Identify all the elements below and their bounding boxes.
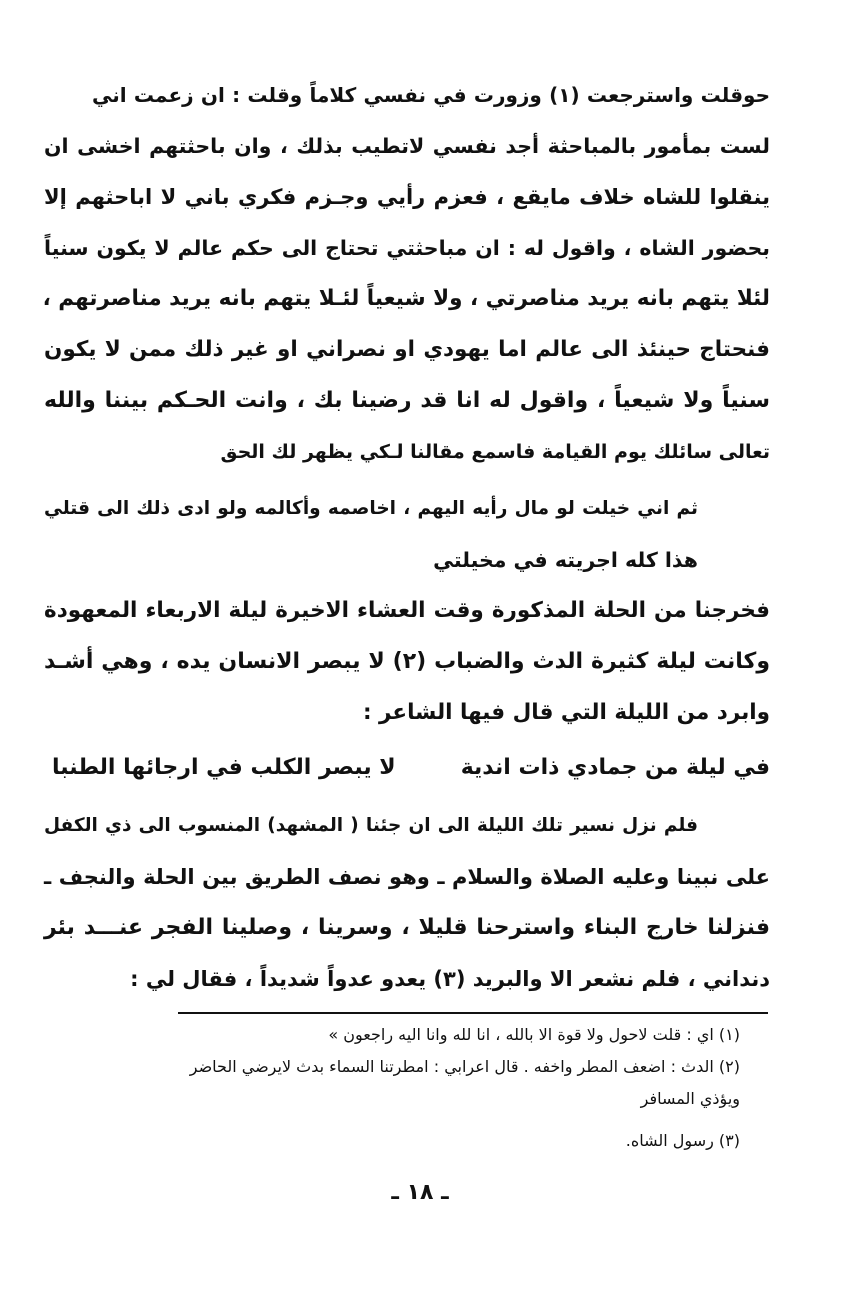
body-line-11: فخرجنا من الحلة المذكورة وقت العشاء الاخيرة ليلة الاربعاء المعهودة [44, 598, 770, 623]
body-line-1: حوقلت واسترجعت (١) وزورت في نفسي كلاماً وقلت : ان زعمت اني [92, 83, 771, 107]
body-line-10: هذا كله اجريته في مخيلتي [433, 548, 698, 572]
body-line-8: تعالى سائلك يوم القيامة فاسمع مقالنا لـكي يظهر لك الحق [220, 441, 770, 463]
body-line-15: على نبينا وعليه الصلاة والسلام ـ وهو نصف الطريق بين الحلة والنجف ـ [44, 865, 770, 889]
body-line-13: وابرد من الليلة التي قال فيها الشاعر : [362, 700, 770, 725]
footnote-3: (٣) رسول الشاه. [625, 1131, 740, 1150]
body-line-5: لئلا يتهم بانه يريد مناصرتي ، ولا شيعياً لئـلا يتهم بانه يريد مناصرتهم ، [42, 286, 770, 311]
body-line-16: فنزلنا خارج البناء واسترحنا قليلا ، وسرينا ، وصلينا الفجر عنـــد بئر [44, 915, 770, 940]
footnote-1: (١) اي : قلت لاحول ولا قوة الا بالله ، انا لله وانا اليه راجعون » [328, 1025, 740, 1044]
verse-first-hemistich: في ليلة من جمادي ذات اندية [460, 755, 770, 780]
verse-second-hemistich: لا يبصر الكلب في ارجائها الطنبا [52, 755, 396, 780]
body-line-17: دنداني ، فلم نشعر الا والبريد (٣) يعدو عدواً شديداً ، فقال لي : [130, 967, 770, 991]
body-line-2: لست بمأمور بالمباحثة أجد نفسي لاتطيب بذلك ، وان باحثتهم اخشى ان [44, 134, 770, 158]
body-line-4: بحضور الشاه ، واقول له : ان مباحثتي تحتاج الى حكم عالم لا يكون سنياً [44, 236, 770, 260]
footnote-rule [178, 1012, 768, 1014]
body-line-7: سنياً ولا شيعياً ، واقول له انا قد رضينا بك ، وانت الحـكم بيننا والله [44, 388, 770, 413]
body-line-3: ينقلوا للشاه خلاف مايقع ، فعزم رأيي وجـزم فكري باني لا اباحثهم إلا [44, 185, 770, 209]
body-line-9: ثم اني خيلت لو مال رأيه اليهم ، اخاصمه وأكالمه ولو ادى ذلك الى قتلي [44, 498, 698, 519]
footnote-2-continued: ويؤذي المسافر [640, 1089, 740, 1108]
body-line-6: فنحتاج حينئذ الى عالم اما يهودي او نصراني او غير ذلك ممن لا يكون [44, 337, 770, 362]
body-line-12: وكانت ليلة كثيرة الدث والضباب (٢) لا يبصر الانسان يده ، وهي أشـد [44, 649, 770, 674]
page-number: ـ ١٨ ـ [391, 1180, 449, 1205]
body-line-14: فلم نزل نسير تلك الليلة الى ان جئنا ( المشهد) المنسوب الى ذي الكفل [44, 815, 698, 836]
footnote-2: (٢) الدث : اضعف المطر واخفه . قال اعرابي : امطرتنا السماء بدث لايرضي الحاضر [189, 1057, 740, 1076]
